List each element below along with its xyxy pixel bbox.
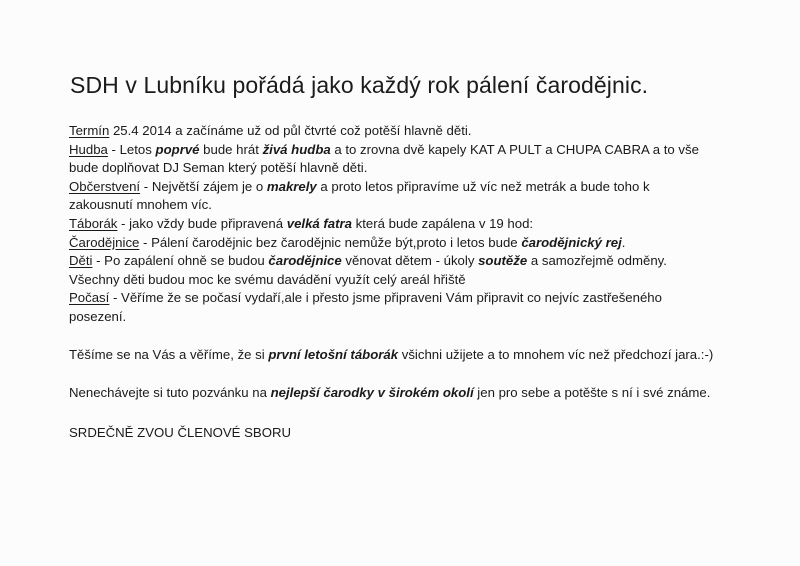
pocasi-label: Počasí <box>69 290 110 306</box>
obcerstveni-text-1: - Největší zájem je o <box>140 178 267 194</box>
termin-line <box>69 122 769 141</box>
hudba-line-2: bude doplňovat DJ Seman který potěší hlavně děti. <box>69 160 368 176</box>
hudba-label: Hudba <box>69 141 108 157</box>
pocasi-line-2: posezení. <box>69 308 127 324</box>
carodejnice-text-2: . <box>621 234 626 250</box>
obcerstveni-emphasis: makrely <box>266 178 317 194</box>
carodejnice-emphasis: čarodějnický rej <box>521 234 622 250</box>
deti-text-1: - Po zapálení ohně se budou <box>92 253 269 269</box>
hudba-line <box>69 141 769 160</box>
taborak-line <box>69 215 769 234</box>
taborak-emphasis: velká fatra <box>286 215 352 231</box>
closing-paragraph-2 <box>69 384 769 403</box>
hudba-emphasis-1: poprvé <box>155 141 200 157</box>
tesime-text-1: Těšíme se na Vás a věříme, že si <box>69 347 269 362</box>
deti-emphasis-1: čarodějnice <box>268 253 342 269</box>
deti-text-3: a samozřejmě odměny. <box>527 253 667 269</box>
page-title: SDH v Lubníku pořádá jako každý rok pálení čarodějnic. <box>70 72 649 98</box>
hudba-text-2: bude hrát <box>199 141 263 157</box>
nenechavejte-text-1: Nenechávejte si tuto pozvánku na <box>69 385 271 400</box>
deti-text-2: věnovat dětem - úkoly <box>341 253 479 269</box>
deti-label: Děti <box>69 253 93 269</box>
obcerstveni-text-2: a proto letos připravíme už víc než metrák a bude toho k <box>316 178 650 194</box>
signature: SRDEČNĚ ZVOU ČLENOVÉ SBORU <box>69 425 292 440</box>
taborak-text-1: - jako vždy bude připravená <box>117 215 287 231</box>
tesime-text-2: všichni užijete a to mnohem víc než předchozí jara.:-) <box>398 347 714 362</box>
hudba-text-3: a to zrovna dvě kapely KAT A PULT a CHUPA CABRA a to vše <box>330 141 699 157</box>
carodejnice-label: Čarodějnice <box>69 234 140 250</box>
hudba-emphasis-2: živá hudba <box>262 141 331 157</box>
nenechavejte-text-2: jen pro sebe a potěšte s ní i své známe. <box>473 385 711 400</box>
termin-text: 25.4 2014 a začínáme už od půl čtvrté což potěší hlavně děti. <box>109 123 472 138</box>
pocasi-text-1: - Věříme že se počasí vydaří,ale i přesto jsme připraveni Vám připravit co nejvíc zastřešeného <box>109 290 662 306</box>
termin-label: Termín <box>69 123 110 138</box>
deti-line-2: Všechny děti budou moc ke svému davádění využít celý areál hřiště <box>69 271 466 287</box>
program-block <box>69 122 769 327</box>
closing-paragraph-1 <box>69 346 769 365</box>
deti-line <box>69 252 769 271</box>
pocasi-line <box>69 289 769 308</box>
deti-emphasis-2: soutěže <box>478 253 528 269</box>
tesime-emphasis: první letošní táborák <box>268 347 399 362</box>
nenechavejte-emphasis: nejlepší čarodky v širokém okolí <box>270 385 474 400</box>
hudba-text-1: - Letos <box>107 141 156 157</box>
obcerstveni-line <box>69 178 769 197</box>
obcerstveni-line-2: zakousnutí mnohem víc. <box>69 197 212 213</box>
obcerstveni-label: Občerstvení <box>69 178 141 194</box>
carodejnice-text-1: - Pálení čarodějnic bez čarodějnic nemůže být,proto i letos bude <box>139 234 522 250</box>
taborak-text-2: která bude zapálena v 19 hod: <box>351 215 534 231</box>
carodejnice-line <box>69 234 769 253</box>
taborak-label: Táborák <box>69 215 118 231</box>
